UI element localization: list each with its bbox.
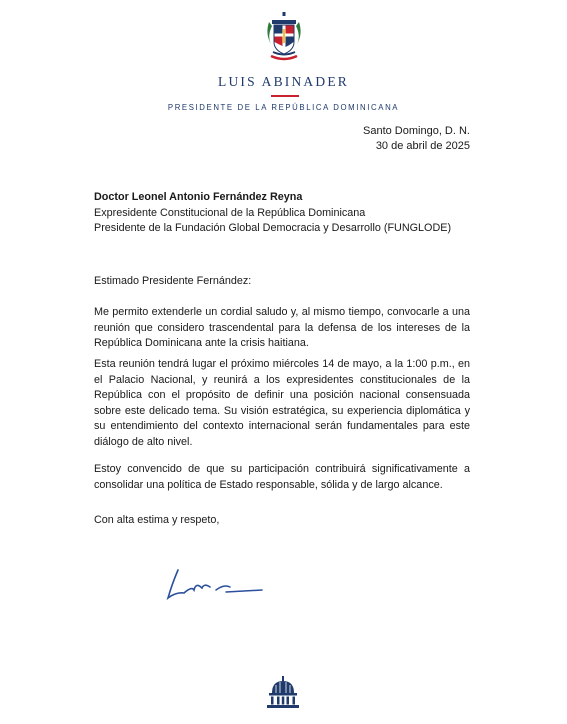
sender-name: LUIS ABINADER xyxy=(218,74,349,89)
greeting: Estimado Presidente Fernández: xyxy=(94,275,252,287)
place: Santo Domingo, D. N. xyxy=(363,125,470,137)
recipient-title-1: Expresidente Constitucional de la República Dominicana xyxy=(94,206,366,219)
date: 30 de abril de 2025 xyxy=(375,140,470,152)
place-date xyxy=(363,124,470,154)
dominican-coat-of-arms-icon xyxy=(263,12,305,66)
signature-image xyxy=(162,562,272,608)
recipient-title-2: Presidente de la Fundación Global Democracia y Desarrollo (FUNGLODE) xyxy=(94,222,452,234)
recipient-name: Doctor Leonel Antonio Fernández Reyna xyxy=(94,191,303,203)
body-paragraph: Esta reunión tendrá lugar el próximo miércoles 14 de mayo, a la 1:00 p.m., en el Palacio Nacional, y reunirá a los expresidentes constitucionales de la República con el propósito de definir una posición nacional consensuada sobre este delicado tema. Su visión estratégica, su experiencia diplomática y su entendimiento del contexto internacional serán fundamentales para este diálogo de alto nivel. xyxy=(94,358,470,448)
national-palace-dome-icon xyxy=(262,676,304,710)
body-paragraph: Estoy convencido de que su participación contribuirá significativamente a consolidar una política de Estado responsable, sólida y de largo alcance. xyxy=(94,463,470,491)
closing: Con alta estima y respeto, xyxy=(94,514,220,526)
recipient-block xyxy=(94,190,451,237)
letterhead-divider xyxy=(271,95,299,97)
sender-title: PRESIDENTE DE LA REPÚBLICA DOMINICANA xyxy=(167,103,400,112)
body-paragraph: Me permito extenderle un cordial saludo y, al mismo tiempo, convocarle a una reunión que considero trascendental para la defensa de los intereses de la República Dominicana ante la crisis haitiana. xyxy=(94,306,470,349)
